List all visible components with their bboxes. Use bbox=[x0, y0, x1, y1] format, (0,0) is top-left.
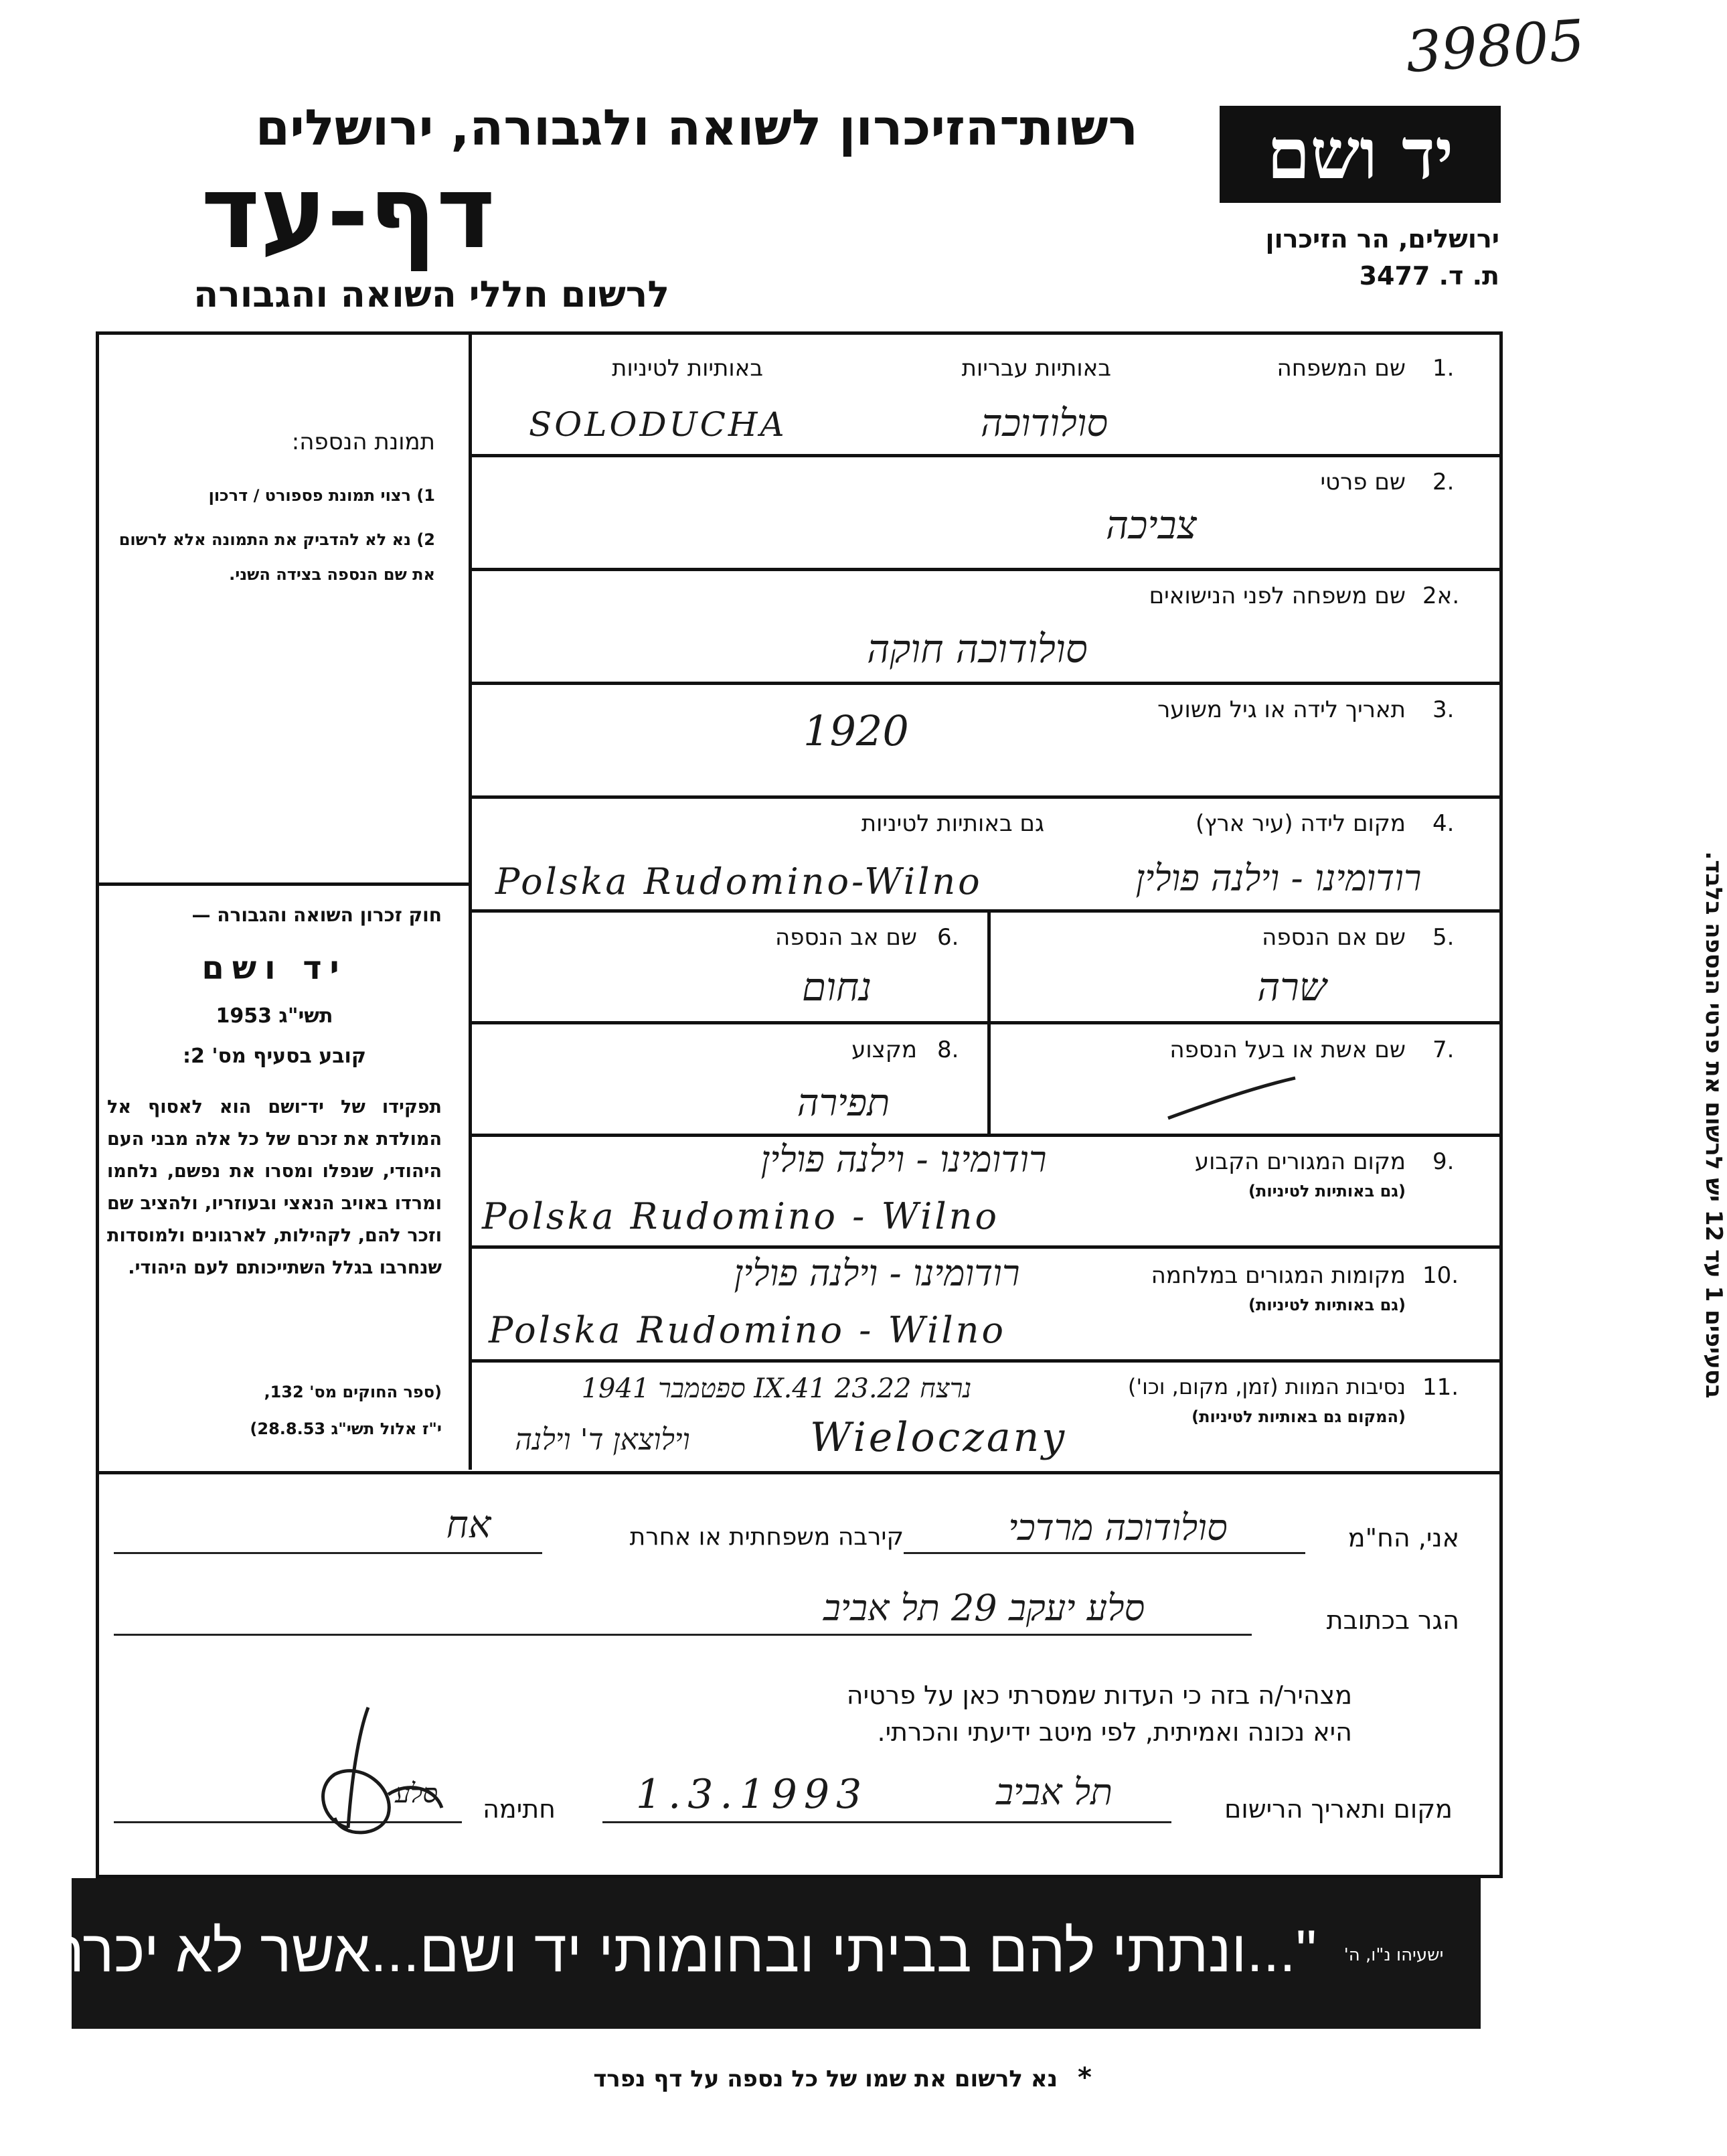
f4-num: 4. bbox=[1432, 810, 1455, 837]
law-line-1: חוק זכרון השואה והגבורה — bbox=[191, 904, 442, 926]
f1-value-latin: SOLODUCHA bbox=[529, 405, 787, 444]
f5-value: שרה bbox=[1257, 964, 1327, 1010]
law-source-date: י"ז אלול תשי"ג 28.8.53) bbox=[250, 1419, 442, 1438]
photo-note-1 bbox=[107, 479, 435, 512]
f4-label: מקום לידה (עיר ארץ) bbox=[1195, 810, 1406, 837]
place-date-line bbox=[602, 1821, 1171, 1823]
relation-label: קירבה משפחתית או אחרת bbox=[629, 1523, 904, 1551]
f1-num: 1. bbox=[1432, 355, 1455, 382]
f11-value-date: נרצח 22.IX.41 23 ספטמבר 1941 bbox=[581, 1373, 972, 1404]
f8-value: תפירה bbox=[797, 1081, 890, 1125]
form-subtitle: לרשום חללי השואה והגבורה bbox=[193, 273, 669, 315]
f3-num: 3. bbox=[1432, 696, 1455, 723]
f8-label: מקצוע bbox=[851, 1036, 917, 1063]
address-line-1: ירושלים, הר הזיכרון bbox=[1265, 224, 1499, 254]
law-body: תפקידו של יד־ושם הוא לאסוף אל המולדת את זכרם של כל אלה מבני העם היהודי, שנפלו ומסרו את נפשם, נלחמו ומרדו באויב הנאצי ובעוזריו, ולהציב שם וזכר להם, לקהילות, לארגונים ולמוסדות שנחרבו בגלל השתייכותם לעם היהודי. bbox=[107, 1097, 442, 1278]
footer-bullet: * bbox=[1078, 2062, 1092, 2093]
f9-sub: (גם באותיות לטיניות) bbox=[1248, 1182, 1406, 1201]
f3-label: תאריך לידה או גיל משוער bbox=[1157, 696, 1406, 723]
f6-label: שם אב הנספה bbox=[775, 924, 917, 951]
declarant-name: סולודוכה מרדכי bbox=[1008, 1507, 1228, 1549]
photo-note-2 bbox=[107, 522, 435, 592]
f10-value-hebrew: רודומינו - וילנה פולין bbox=[734, 1252, 1020, 1294]
photo-note-1-text: רצוי תמונת פספורט / דרכון bbox=[208, 486, 411, 505]
relation-line bbox=[114, 1552, 542, 1554]
f7-dash-stroke bbox=[1165, 1071, 1299, 1125]
row-line-4 bbox=[469, 909, 1503, 913]
law-line-3: תשי"ג 1953 bbox=[216, 1004, 333, 1028]
law-line-4: קובע בסעיף מס' 2: bbox=[183, 1045, 366, 1068]
row-line-7 bbox=[469, 1134, 1503, 1137]
row-line-9 bbox=[469, 1245, 1503, 1249]
row-line-2a bbox=[469, 682, 1503, 685]
quote-banner bbox=[23, 1878, 1481, 2029]
f5-label: שם אם הנספה bbox=[1262, 924, 1406, 951]
f1-hebrew-col: באותיות עבריות bbox=[961, 355, 1111, 382]
f2a-label: שם משפחה לפני הנישואים bbox=[1149, 583, 1406, 609]
photo-note-2-num: 2) bbox=[416, 530, 435, 549]
f2-num: 2. bbox=[1432, 469, 1455, 495]
side-note: בסעיפים 1 עד 12 יש לרשום את פרטי הנספה בלבד. bbox=[1700, 851, 1727, 1399]
f11-label: נסיבות המוות (זמן, מקום, וכו') bbox=[1127, 1374, 1406, 1399]
f2-value: צביכה bbox=[1106, 502, 1197, 548]
law-source: (ספר החוקים מס' 132, bbox=[264, 1383, 442, 1401]
f1-latin-col: באותיות לטיניות bbox=[612, 355, 763, 382]
f6-value: נחום bbox=[801, 964, 872, 1010]
declaration-line-2: היא נכונה ואמיתית, לפי מיטב ידיעתי והכרתי. bbox=[877, 1717, 1352, 1747]
relation-value: אח bbox=[446, 1503, 491, 1547]
address-value: סלע יעקב 29 תל אביב bbox=[823, 1587, 1145, 1629]
f2-label: שם פרטי bbox=[1320, 469, 1406, 495]
photo-box-divider bbox=[96, 882, 471, 886]
address-line bbox=[114, 1634, 1252, 1636]
logo-text: יד ושם bbox=[1266, 112, 1454, 195]
f9-label: מקום המגורים הקבוע bbox=[1194, 1148, 1406, 1175]
f10-sub: (גם באותיות לטיניות) bbox=[1248, 1296, 1406, 1314]
f10-value-latin: Polska Rudomino - Wilno bbox=[489, 1309, 1006, 1351]
f11-value-hebrew: וילוצאן ד' וילנה bbox=[515, 1423, 690, 1457]
address-line-2: ת. ד. 3477 bbox=[1359, 261, 1499, 291]
f2a-num: 2א. bbox=[1422, 583, 1460, 609]
f4-latin-col: גם באותיות לטיניות bbox=[861, 810, 1044, 837]
f4-value-hebrew: רודומינו - וילנה פולין bbox=[1135, 857, 1422, 899]
f5-num: 5. bbox=[1432, 924, 1455, 951]
place-date-label: מקום ותאריך הרישום bbox=[1224, 1794, 1453, 1824]
signature-scribble bbox=[295, 1687, 469, 1841]
authority-line: רשות־הזיכרון לשואה ולגבורה, ירושלים bbox=[255, 99, 1138, 157]
footer-note: נא לרשום את שמו של כל נספה על דף נפרד bbox=[593, 2066, 1058, 2092]
f9-num: 9. bbox=[1432, 1148, 1455, 1175]
f7-label: שם אשת או בעל הנספה bbox=[1169, 1036, 1406, 1063]
address-label: הגר בכתובת bbox=[1326, 1606, 1459, 1635]
f1-label: שם המשפחה bbox=[1277, 355, 1406, 382]
mid-divider-5-8 bbox=[987, 909, 991, 1134]
photo-note-2-text: נא לא להדביק את התמונה אלא לרשום את שם הנספה בצידה השני. bbox=[118, 530, 435, 584]
f9-value-latin: Polska Rudomino - Wilno bbox=[482, 1195, 999, 1237]
row-line-2 bbox=[469, 568, 1503, 571]
photo-note-1-num: 1) bbox=[416, 486, 435, 505]
yad-vashem-logo bbox=[1220, 106, 1501, 203]
archive-number: 39805 bbox=[1403, 7, 1587, 86]
declarant-name-line bbox=[904, 1552, 1305, 1554]
left-column-divider bbox=[469, 331, 472, 1470]
f11-num: 11. bbox=[1422, 1374, 1459, 1401]
date-value: 1.3.1993 bbox=[636, 1771, 869, 1818]
f2a-value: סולודוכה חוקה bbox=[867, 626, 1088, 672]
law-line-2: יד ושם bbox=[201, 949, 347, 987]
f3-value: 1920 bbox=[803, 706, 909, 755]
row-line-1 bbox=[469, 454, 1503, 457]
photo-box-title: תמונת הנספה: bbox=[291, 429, 435, 455]
f11-sub: (המקום גם באותיות לטיניות) bbox=[1191, 1407, 1406, 1426]
signature bbox=[295, 1687, 469, 1841]
f10-num: 10. bbox=[1422, 1262, 1459, 1289]
signature-text: סלע bbox=[395, 1778, 438, 1809]
banner-quote: "...ונתתי להם בביתי ובחומותי יד ושם...אשר לא יכרת" bbox=[23, 1918, 1317, 1984]
f10-label: מקומות המגורים במלחמה bbox=[1151, 1262, 1406, 1289]
f1-value-hebrew: סולודוכה bbox=[980, 402, 1108, 445]
declarant-i-label: אני, הח"מ bbox=[1347, 1523, 1459, 1553]
declaration-line-1: מצהיר/ה בזה כי העדות שמסרתי כאן על פרטיה bbox=[846, 1681, 1352, 1710]
banner-source: ישעיהו נ"ו, ה' bbox=[1343, 1945, 1444, 1965]
f8-num: 8. bbox=[937, 1036, 959, 1063]
row-line-3 bbox=[469, 795, 1503, 799]
place-value: תל אביב bbox=[996, 1771, 1113, 1813]
row-line-5 bbox=[469, 1021, 1503, 1024]
f6-num: 6. bbox=[937, 924, 959, 951]
f9-value-hebrew: רודומינו - וילנה פולין bbox=[760, 1138, 1047, 1180]
f11-value-latin: Wieloczany bbox=[810, 1414, 1068, 1461]
row-line-10 bbox=[469, 1359, 1503, 1363]
f7-num: 7. bbox=[1432, 1036, 1455, 1063]
signature-label: חתימה bbox=[483, 1794, 556, 1824]
f4-value-latin: Polska Rudomino-Wilno bbox=[495, 860, 983, 903]
form-title: דף-עד bbox=[201, 155, 495, 271]
